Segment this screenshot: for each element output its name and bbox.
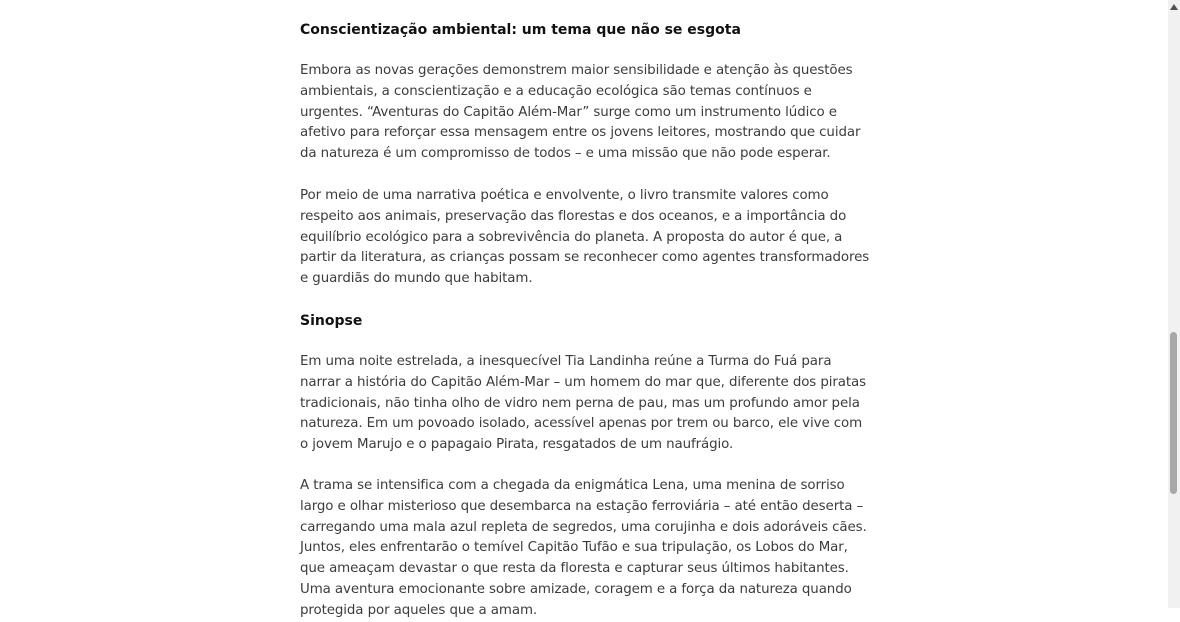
paragraph-synopsis-1: Em uma noite estrelada, a inesquecível Tia Landinha reúne a Turma do Fuá para narrar a história do Capitão Além-Mar – um homem do mar que, diferente dos piratas tradicionais, não tinha olho de vidro nem perna de pau, mas um profundo amor pela natureza. Em um povoado isolado, acessível apenas por trem ou barco, ele vive com o jovem Marujo e o papagaio Pirata, resgatados de um naufrágio. (300, 354, 867, 453)
section-heading-awareness: Conscientização ambiental: um tema que não se esgota (300, 22, 741, 38)
vertical-scrollbar[interactable] (1168, 0, 1180, 608)
scrollbar-thumb[interactable] (1170, 332, 1177, 494)
paragraph-awareness-1: Embora as novas gerações demonstrem maior sensibilidade e atenção às questões ambientais, a conscientização e a educação ecológica são temas contínuos e urgentes. “Aventuras do Capitão Além-Mar” surge como um instrumento lúdico e afetivo para reforçar essa mensagem entre os jovens leitores, mostrando que cuidar da natureza é um compromisso de todos – e uma missão que não pode esperar. (300, 63, 861, 162)
paragraph-awareness-2: Por meio de uma narrativa poética e envolvente, o livro transmite valores como respeito aos animais, preservação das florestas e dos oceanos, e a importância do equilíbrio ecológico para a sobrevivência do planeta. A proposta do autor é que, a partir da literatura, as crianças possam se reconhecer como agentes transformadores e guardiãs do mundo que habitam. (300, 188, 870, 287)
scroll-up-arrow-icon[interactable] (1170, 4, 1178, 10)
paragraph-synopsis-2: A trama se intensifica com a chegada da enigmática Lena, uma menina de sorriso largo e olhar misterioso que desembarca na estação ferroviária – até então deserta – carregando uma mala azul repleta de segredos, uma corujinha e dois adoráveis cães. Juntos, eles enfrentarão o temível Capitão Tufão e sua tripulação, os Lobos do Mar, que ameaçam devastar o que resta da floresta e capturar seus últimos habitantes. Uma aventura emocionante sobre amizade, coragem e a força da natureza quando protegida por aqueles que a amam. (300, 478, 867, 618)
section-heading-synopsis: Sinopse (300, 313, 363, 329)
